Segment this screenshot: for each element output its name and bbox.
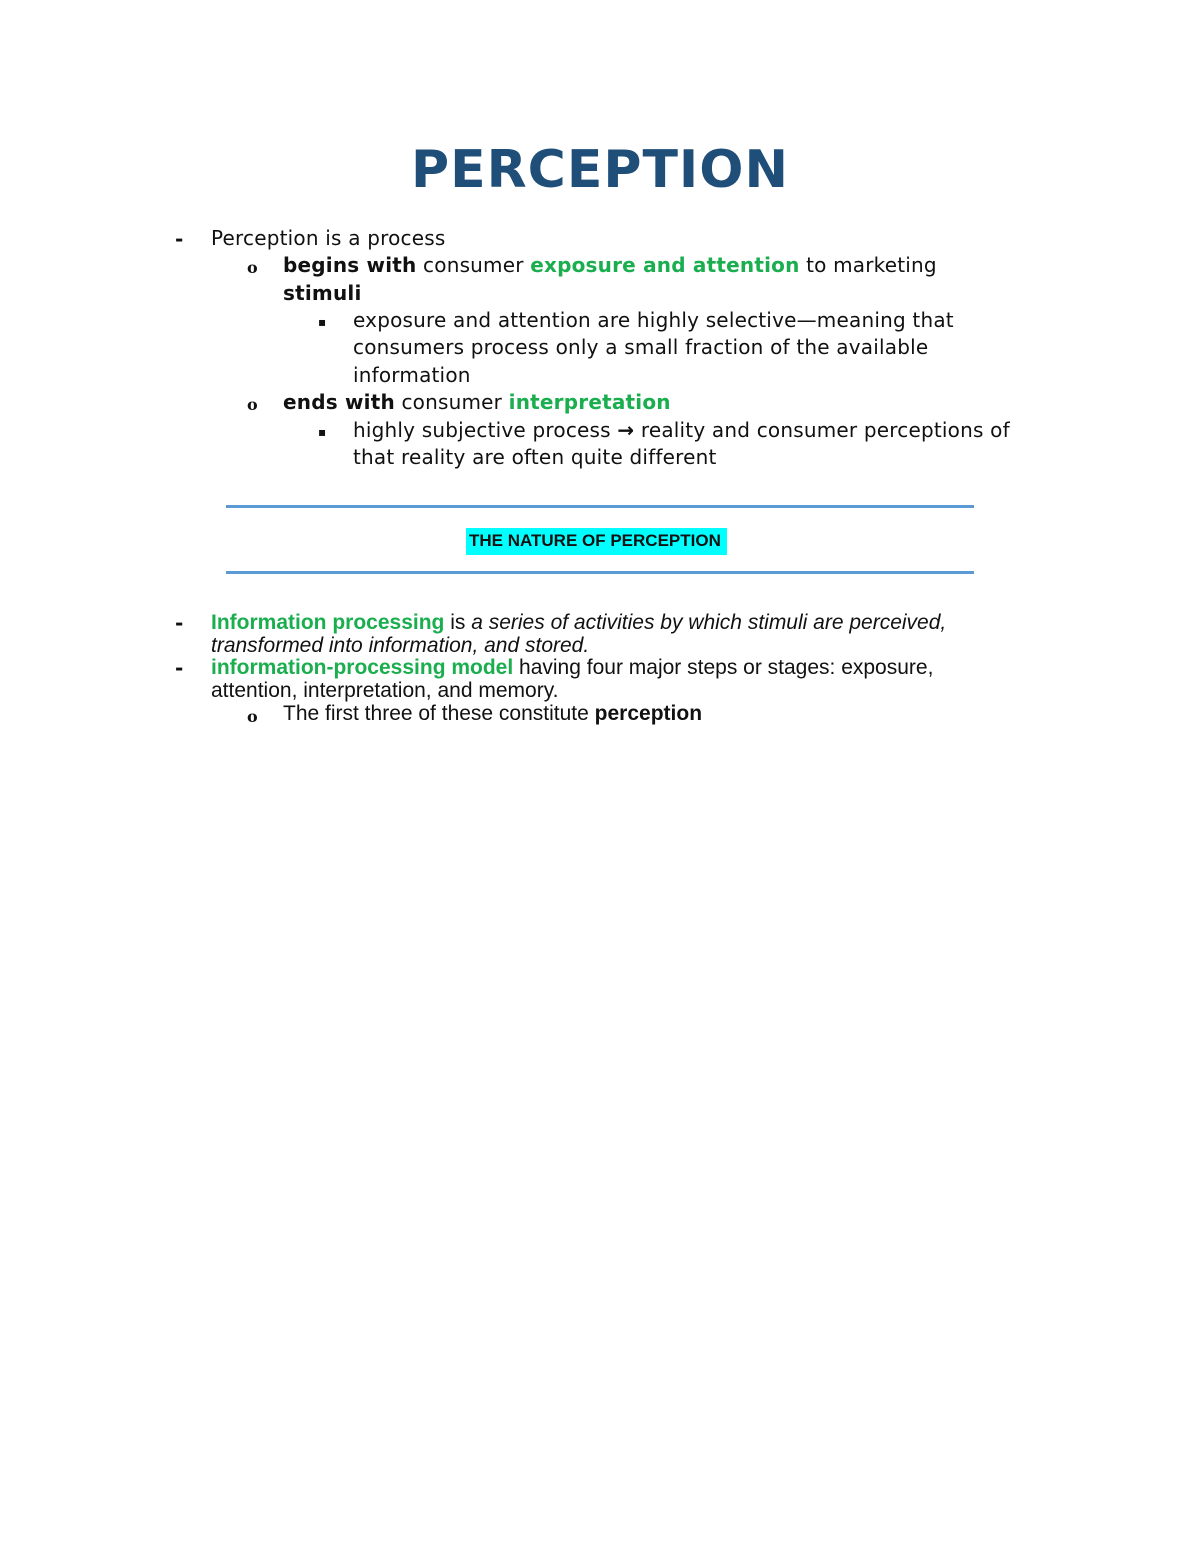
circle-bullet: o <box>247 707 258 726</box>
italic-definition: transformed into information, and stored. <box>211 634 590 657</box>
list-item <box>283 389 671 416</box>
detail-line: exposure and attention are highly selective—meaning that <box>353 308 954 332</box>
dash-bullet: - <box>175 611 184 635</box>
square-bullet: ▪ <box>318 315 327 329</box>
detail-line: that reality are often quite different <box>353 445 717 469</box>
green-term: interpretation <box>508 390 671 414</box>
text: highly subjective process <box>353 418 618 442</box>
green-term: Information processing <box>211 611 445 634</box>
bold-lead: ends with <box>283 390 395 414</box>
bold-term: perception <box>594 702 703 725</box>
detail-line: information <box>353 363 471 387</box>
list-item <box>283 252 937 279</box>
bold-lead: begins with <box>283 253 417 277</box>
text: consumer <box>394 390 509 414</box>
text: having four major steps or stages: exposure, <box>513 656 934 679</box>
text: The first three of these constitute <box>283 702 595 725</box>
detail-line <box>353 417 1010 444</box>
square-bullet: ▪ <box>318 425 327 439</box>
dash-bullet: - <box>175 227 184 251</box>
text: consumer <box>416 253 531 277</box>
list-item <box>283 702 702 725</box>
divider-top <box>226 505 974 508</box>
green-term: exposure and attention <box>530 253 800 277</box>
dash-bullet: - <box>175 656 184 680</box>
section-heading: THE NATURE OF PERCEPTION <box>466 528 727 555</box>
text: reality and consumer perceptions of <box>634 418 1010 442</box>
list-item <box>211 611 946 634</box>
italic-definition: a series of activities by which stimuli are perceived, <box>471 611 947 634</box>
green-term: information-processing model <box>211 656 514 679</box>
divider-bottom <box>226 571 974 574</box>
text: is <box>444 611 472 634</box>
list-item: Perception is a process <box>211 226 446 250</box>
text: to marketing <box>799 253 937 277</box>
detail-line: consumers process only a small fraction of the available <box>353 335 929 359</box>
bold-term: stimuli <box>283 281 362 305</box>
list-item <box>211 656 933 679</box>
list-item-continuation: attention, interpretation, and memory. <box>211 679 559 702</box>
page-title: PERCEPTION <box>410 140 789 200</box>
circle-bullet: o <box>247 395 258 414</box>
arrow-right-icon: → <box>617 418 635 442</box>
circle-bullet: o <box>247 258 258 277</box>
